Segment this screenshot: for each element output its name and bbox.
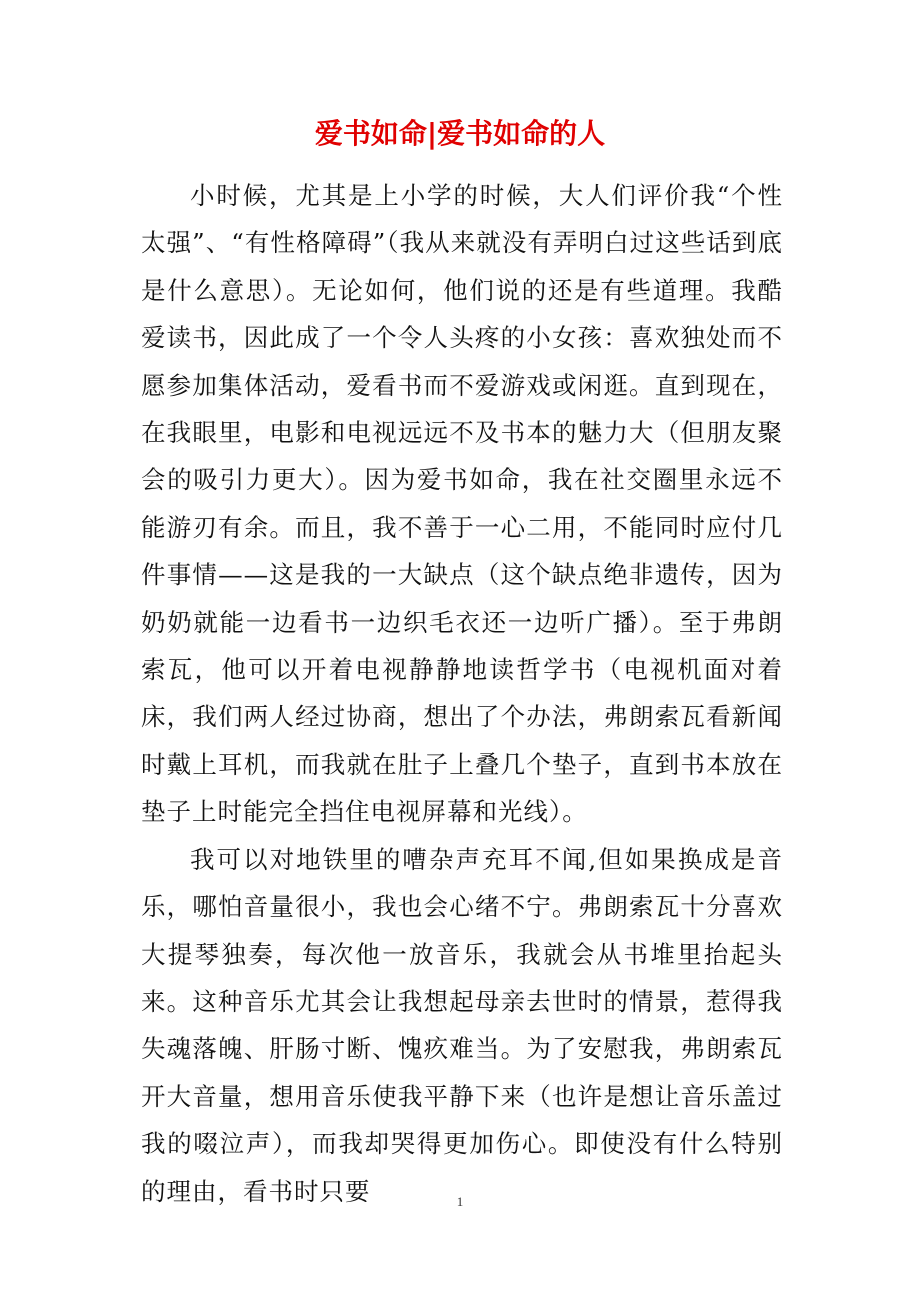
page-number: 1 — [456, 1194, 464, 1209]
paragraph-2: 我可以对地铁里的嘈杂声充耳不闻,但如果换成是音乐，哪怕音量很小，我也会心绪不宁。弗朗索瓦十分喜欢大提琴独奏，每次他一放音乐，我就会从书堆里抬起头来。这种音乐尤其会让我想起母亲去世时的情景，惹得我失魂落魄、肝肠寸断、愧疚难当。为了安慰我，弗朗索瓦开大音量，想用音乐使我平静下来（也许是想让音乐盖过我的啜泣声），而我却哭得更加伤心。即使没有什么特别的理由，看书时只要 — [141, 844, 783, 1206]
paragraph-1: 小时候，尤其是上小学的时候，大人们评价我“个性太强”、“有性格障碍”（我从来就没有弄明白过这些话到底是什么意思）。无论如何，他们说的还是有些道理。我酷爱读书，因此成了一个令人头疼的小女孩：喜欢独处而不愿参加集体活动，爱看书而不爱游戏或闲逛。直到现在，在我眼里，电影和电视远远不及书本的魅力大（但朋友聚会的吸引力更大）。因为爱书如命，我在社交圈里永远不能游刃有余。而且，我不善于一心二用，不能同时应付几件事情——这是我的一大缺点（这个缺点绝非遗传，因为奶奶就能一边看书一边织毛衣还一边听广播）。至于弗朗索瓦，他可以开着电视静静地读哲学书（电视机面对着床，我们两人经过协商，想出了个办法，弗朗索瓦看新闻时戴上耳机，而我就在肚子上叠几个垫子，直到书本放在垫子上时能完全挡住电视屏幕和光线）。 — [141, 181, 783, 827]
document-title: 爱书如命|爱书如命的人 — [314, 117, 606, 150]
document-body — [141, 172, 783, 1215]
